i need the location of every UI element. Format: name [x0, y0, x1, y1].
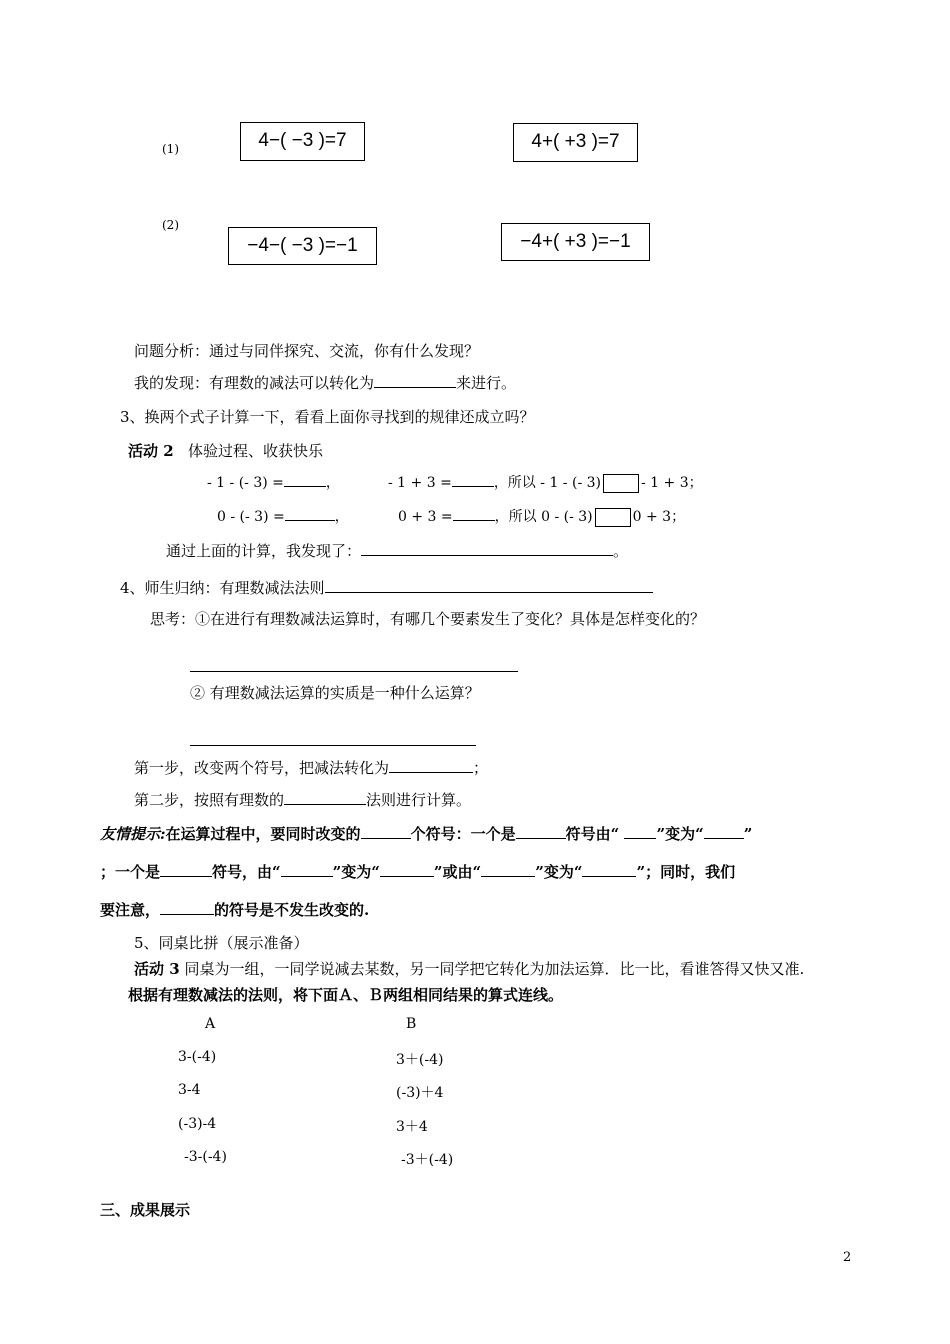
- blank-field[interactable]: [516, 824, 566, 839]
- blank-field[interactable]: [284, 472, 326, 487]
- tip-text: 要注意，: [100, 901, 161, 919]
- blank-field[interactable]: [284, 790, 366, 805]
- activity-2-heading: [128, 440, 323, 461]
- blank-field[interactable]: [452, 472, 494, 487]
- step-2-post: 法则进行计算。: [366, 791, 472, 809]
- section-3-heading: 三、成果展示: [100, 1201, 191, 1219]
- item-5: 5、同桌比拼（展示准备）: [134, 934, 309, 952]
- tip-line-3: [100, 899, 369, 920]
- blank-field[interactable]: [281, 862, 333, 877]
- activity-2-conclusion: [166, 540, 628, 561]
- tip-text: ”或由“: [433, 863, 482, 881]
- activity-2-title: 活动 2: [128, 442, 174, 460]
- tip-text: ”变为“: [332, 863, 380, 881]
- calc-2c: 0 + 3；: [632, 509, 686, 525]
- blank-field[interactable]: [285, 506, 335, 521]
- b-item-4[interactable]: -3＋(-4): [401, 1152, 454, 1168]
- blank-field[interactable]: [453, 506, 495, 521]
- analysis-finding: [134, 372, 516, 393]
- tip-text: ”: [743, 825, 753, 843]
- blank-field[interactable]: [160, 900, 214, 915]
- activity-3-text: 同桌为一组，一同学说减去某数，另一同学把它转化为加法运算．比一比，看谁答得又快又准.: [184, 960, 805, 978]
- b-item-1[interactable]: 3＋(-4): [396, 1052, 444, 1068]
- item-4: [120, 577, 653, 598]
- calc-2-so: ，所以 0 - (- 3): [494, 509, 593, 525]
- step-1: [134, 757, 488, 778]
- blank-field[interactable]: [361, 824, 411, 839]
- calc-2a: 0 - (- 3) =: [217, 509, 285, 525]
- calc-row-2b: [398, 506, 685, 527]
- calc-row-1b: [388, 472, 703, 493]
- blank-field[interactable]: [624, 824, 656, 839]
- item-3: 3、换两个式子计算一下，看看上面你寻找到的规律还成立吗？: [120, 408, 535, 426]
- a-item-3[interactable]: (-3)-4: [178, 1116, 217, 1132]
- tip-text: 个符号：一个是: [410, 825, 516, 843]
- tip-text: 的符号是不发生改变的.: [214, 901, 370, 919]
- item-4-text: 4、师生归纳：有理数减法法则: [120, 579, 325, 597]
- a-item-1[interactable]: 3-(-4): [178, 1049, 217, 1065]
- equation-box-2-right: −4+( +3 )=−1: [501, 223, 650, 261]
- step-2-pre: 第二步，按照有理数的: [134, 791, 285, 809]
- column-a-header: A: [205, 1016, 216, 1032]
- found-pre: 通过上面的计算，我发现了：: [166, 542, 362, 560]
- compare-box[interactable]: [595, 508, 631, 527]
- tip-text: 符号，由“: [212, 863, 281, 881]
- activity-2-subtitle: 体验过程、收获快乐: [187, 442, 323, 460]
- blank-field[interactable]: [389, 758, 473, 773]
- answer-line[interactable]: [190, 745, 476, 746]
- calc-1c: - 1 + 3；: [641, 475, 703, 491]
- a-item-2[interactable]: 3-4: [178, 1082, 201, 1098]
- activity-3: [134, 958, 804, 979]
- blank-field[interactable]: [582, 862, 636, 877]
- calc-row-2: [217, 506, 349, 526]
- tip-label: 友情提示:: [100, 825, 166, 843]
- separator: ，: [325, 475, 340, 491]
- think-1: 思考：①在进行有理数减法运算时，有哪几个要素发生了变化？具体是怎样变化的？: [150, 610, 706, 628]
- compare-box[interactable]: [603, 474, 639, 493]
- found-post: 。: [613, 542, 629, 560]
- blank-field[interactable]: [704, 824, 744, 839]
- answer-line[interactable]: [190, 671, 518, 672]
- finding-pre: 我的发现：有理数的减法可以转化为: [134, 374, 375, 392]
- calc-row-1: [207, 472, 340, 492]
- tip-text: ”变为“: [656, 825, 704, 843]
- blank-field[interactable]: [481, 862, 535, 877]
- equation-box-1-left: 4−( −3 )=7: [240, 122, 365, 161]
- calc-1b: - 1 + 3 =: [388, 475, 452, 491]
- step-1-post: ；: [473, 759, 489, 777]
- finding-post: 来进行。: [456, 374, 517, 392]
- calc-2b: 0 + 3 =: [398, 509, 453, 525]
- page-number: 2: [843, 1250, 852, 1265]
- b-item-3[interactable]: 3＋4: [396, 1119, 428, 1135]
- tip-line-1: [100, 823, 752, 844]
- think-2: ② 有理数减法运算的实质是一种什么运算？: [190, 684, 480, 702]
- column-b-header: B: [406, 1016, 417, 1032]
- equation-box-2-left: −4−( −3 )=−1: [228, 227, 377, 265]
- tip-text: ”；同时，我们: [636, 863, 736, 881]
- equation-box-1-right: 4+( +3 )=7: [513, 123, 638, 162]
- blank-field[interactable]: [325, 578, 653, 593]
- tip-text: ”变为“: [535, 863, 583, 881]
- tip-text: ；一个是: [100, 863, 161, 881]
- step-1-pre: 第一步，改变两个符号，把减法转化为: [134, 759, 390, 777]
- step-2: [134, 789, 471, 810]
- blank-field[interactable]: [160, 862, 212, 877]
- tip-line-2: [100, 861, 735, 882]
- blank-field[interactable]: [374, 373, 456, 388]
- calc-1-so: ，所以 - 1 - (- 3): [493, 475, 601, 491]
- row2-label: (2): [162, 218, 179, 232]
- row1-label: (1): [162, 142, 179, 156]
- analysis-question: 问题分析：通过与同伴探究、交流，你有什么发现？: [134, 342, 480, 360]
- tip-text: 在运算过程中，要同时改变的: [165, 825, 361, 843]
- blank-field[interactable]: [380, 862, 434, 877]
- match-instruction: 根据有理数减法的法则，将下面Ａ、Ｂ两组相同结果的算式连线。: [128, 986, 564, 1004]
- blank-field[interactable]: [361, 541, 613, 556]
- separator: ，: [334, 509, 349, 525]
- tip-text: 符号由“: [565, 825, 620, 843]
- activity-3-title: 活动 3: [134, 960, 180, 978]
- calc-1a: - 1 - (- 3) =: [207, 475, 284, 491]
- a-item-4[interactable]: -3-(-4): [184, 1149, 227, 1165]
- b-item-2[interactable]: (-3)＋4: [396, 1085, 444, 1101]
